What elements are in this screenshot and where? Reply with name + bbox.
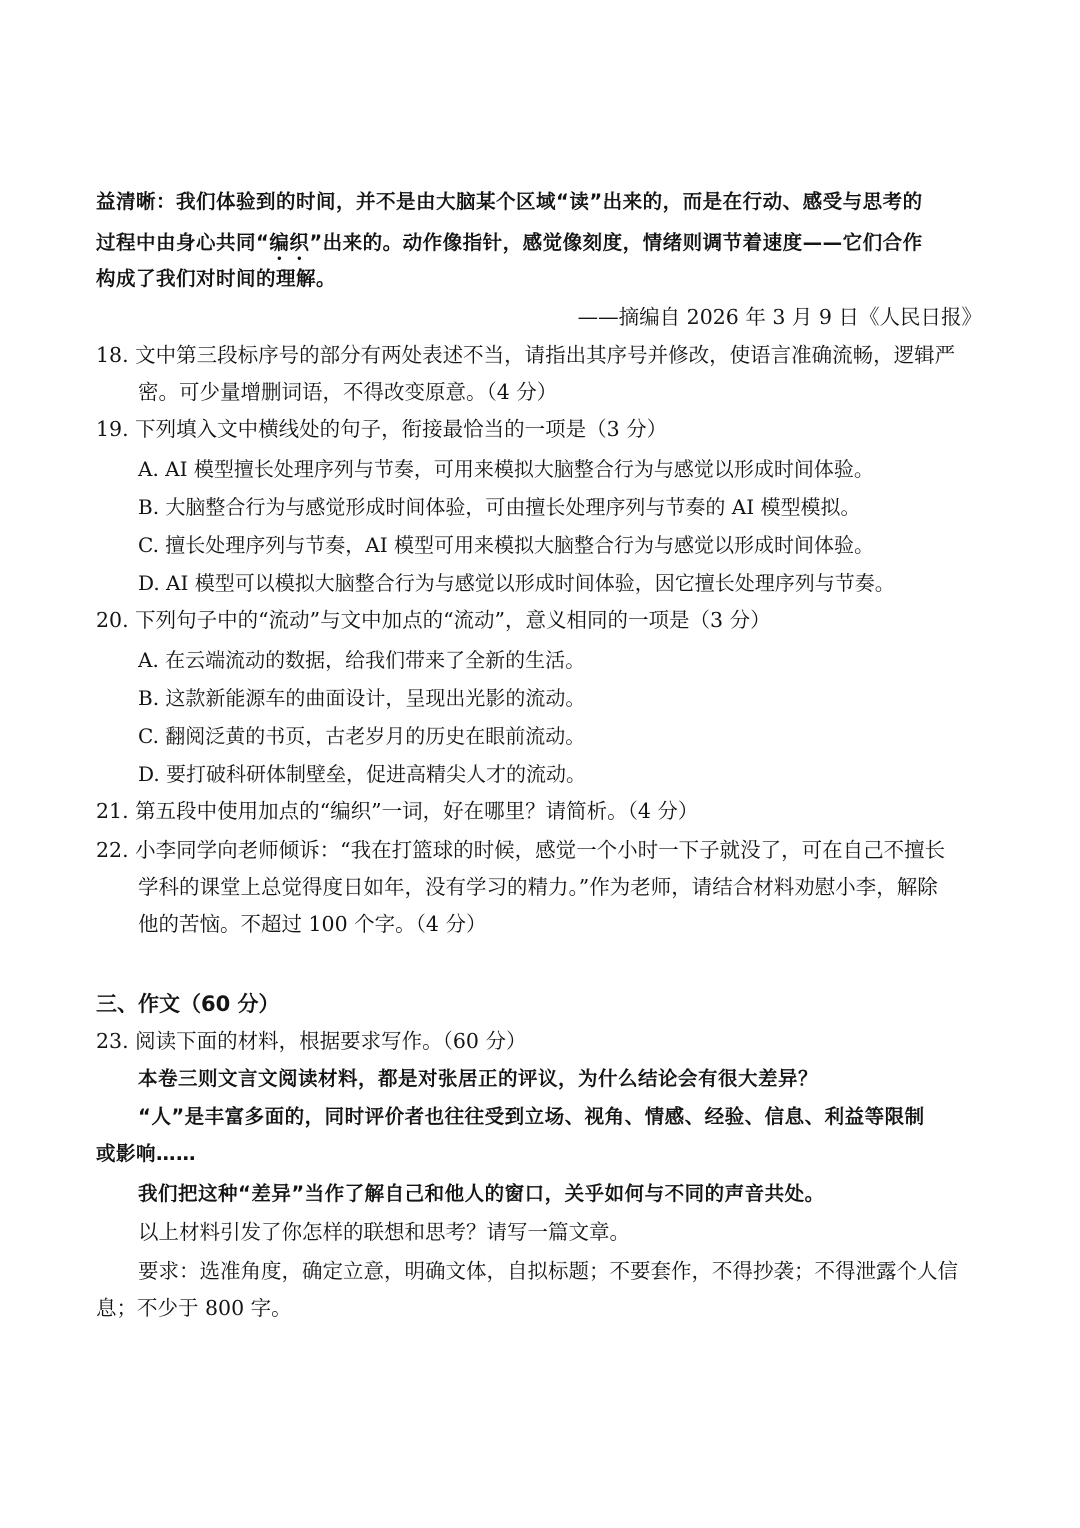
question-23: 23. 阅读下面的材料，根据要求写作。（60 分） <box>96 1029 527 1053</box>
passage-text: ”出来的。动作像指针，感觉像刻度，情绪则调节着速度——它们合作 <box>309 231 923 254</box>
passage-line: 益清晰：我们体验到的时间，并不是由大脑某个区域“读”出来的，而是在行动、感受与思考的 <box>96 190 923 213</box>
source-citation: ——摘编自 2026 年 3 月 9 日《人民日报》 <box>577 305 982 329</box>
passage-line: 构成了我们对时间的理解。 <box>96 267 337 290</box>
question-21: 21. 第五段中使用加点的“编织”一词，好在哪里？请简析。（4 分） <box>96 799 699 823</box>
question-22: 22. 小李同学向老师倾诉：“我在打篮球的时候，感觉一个小时一下子就没了，可在自己不擅长 <box>96 838 946 862</box>
option-a: A. AI 模型擅长处理序列与节奏，可用来模拟大脑整合行为与感觉以形成时间体验。 <box>138 457 874 481</box>
material-line: 或影响…… <box>96 1142 197 1165</box>
section-heading: 三、作文（60 分） <box>96 992 280 1016</box>
option-c: C. 翻阅泛黄的书页，古老岁月的历史在眼前流动。 <box>138 724 586 748</box>
option-c: C. 擅长处理序列与节奏，AI 模型可用来模拟大脑整合行为与感觉以形成时间体验。 <box>138 533 875 557</box>
question-20: 20. 下列句子中的“流动”与文中加点的“流动”，意义相同的一项是（3 分） <box>96 608 771 632</box>
option-a: A. 在云端流动的数据，给我们带来了全新的生活。 <box>138 648 586 672</box>
option-d: D. AI 模型可以模拟大脑整合行为与感觉以形成时间体验，因它擅长处理序列与节奏。 <box>138 571 895 595</box>
question-18-cont: 密。可少量增删词语，不得改变原意。（4 分） <box>138 380 558 404</box>
question-19: 19. 下列填入文中横线处的句子，衔接最恰当的一项是（3 分） <box>96 417 668 441</box>
material-line: 本卷三则文言文阅读材料，都是对张居正的评议，为什么结论会有很大差异？ <box>138 1067 819 1090</box>
question-22-cont: 他的苦恼。不超过 100 个字。（4 分） <box>138 912 487 936</box>
material-line: 我们把这种“差异”当作了解自己和他人的窗口，关乎如何与不同的声音共处。 <box>138 1182 825 1205</box>
option-d: D. 要打破科研体制壁垒，促进高精尖人才的流动。 <box>138 762 587 786</box>
writing-requirements-cont: 息；不少于 800 字。 <box>96 1296 292 1320</box>
question-18: 18. 文中第三段标序号的部分有两处表述不当，请指出其序号并修改，使语言准确流畅，逻辑严 <box>96 343 956 367</box>
emphasized-word: 编织 <box>269 231 310 254</box>
writing-prompt: 以上材料引发了你怎样的联想和思考？请写一篇文章。 <box>138 1220 630 1244</box>
option-b: B. 大脑整合行为与感觉形成时间体验，可由擅长处理序列与节奏的 AI 模型模拟。 <box>138 495 861 519</box>
option-b: B. 这款新能源车的曲面设计，呈现出光影的流动。 <box>138 686 586 710</box>
question-22-cont: 学科的课堂上总觉得度日如年，没有学习的精力。”作为老师，请结合材料劝慰小李，解除 <box>138 875 938 899</box>
passage-text: 过程中由身心共同“ <box>96 231 270 254</box>
passage-line <box>96 231 923 265</box>
material-line: “人”是丰富多面的，同时评价者也往往受到立场、视角、情感、经验、信息、利益等限制 <box>138 1105 925 1128</box>
writing-requirements: 要求：选准角度，确定立意，明确文体，自拟标题；不要套作，不得抄袭；不得泄露个人信 <box>138 1259 958 1283</box>
